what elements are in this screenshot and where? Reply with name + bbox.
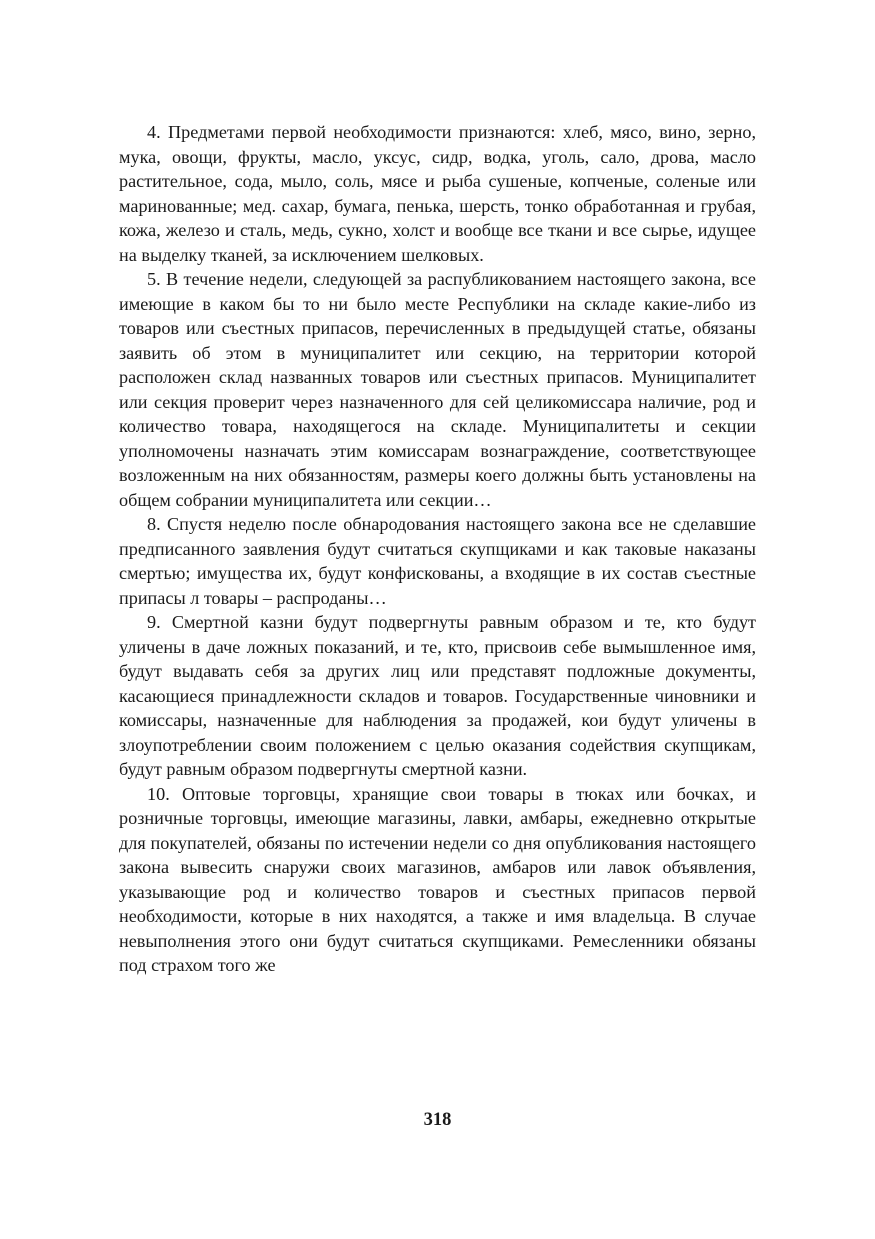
paragraph-article-5: 5. В течение недели, следующей за распубликованием настоящего закона, все имеющие в каком бы то ни было месте Республики на складе какие-либо из товаров или съестных припасов, перечисленных в предыдущей статье, обязаны заявить об этом в муниципалитет или секцию, на территории которой расположен склад названных товаров или съестных припасов. Муниципалитет или секция проверит через назначенного для сей целикомиссара наличие, род и количество товара, находящегося на складе. Муниципалитеты и секции уполномочены назначать этим комиссарам вознаграждение, соответствующее возложенным на них обязанностям, размеры коего должны быть установлены на общем собрании муниципалитета или секции… [119, 269, 756, 510]
paragraph-article-8: 8. Спустя неделю после обнародования настоящего закона все не сделавшие предписанного заявления будут считаться скупщиками и как таковые наказаны смертью; имущества их, будут конфискованы, а входящие в их состав съестные припасы л товары – распроданы… [119, 514, 756, 608]
page-number: 318 [423, 1110, 452, 1130]
paragraph-article-10: 10. Оптовые торговцы, хранящие свои товары в тюках или бочках, и розничные торговцы, имеющие магазины, лавки, амбары, ежедневно открытые для покупателей, обязаны по истечении недели со дня опубликования настоящего закона вывесить снаружи своих магазинов, амбаров или лавок объявления, указывающие род и количество товаров и съестных припасов первой необходимости, которые в них находятся, а также и имя владельца. В случае невыполнения этого они будут считаться скупщиками. Ремесленники обязаны под страхом того же [119, 783, 756, 975]
paragraph-article-9: 9. Смертной казни будут подвергнуты равным образом и те, кто будут уличены в даче ложных показаний, и те, кто, присвоив себе вымышленное имя, будут выдавать себя за других лиц или представят подложные документы, касающиеся принадлежности складов и товаров. Государственные чиновники и комиссары, назначенные для наблюдения за продажей, кои будут уличены в злоупотреблении своим положением с целью оказания содействия скупщикам, будут равным образом подвергнуты смертной казни. [119, 612, 756, 779]
body-text [119, 120, 756, 978]
paragraph-article-4: 4. Предметами первой необходимости признаются: хлеб, мясо, вино, зерно, мука, овощи, фрукты, масло, уксус, сидр, водка, уголь, сало, дрова, масло растительное, сода, мыло, соль, мясе и рыба сушеные, копченые, соленые или маринованные; мед. сахар, бумага, пенька, шерсть, тонко обработанная и грубая, кожа, железо и сталь, медь, сукно, холст и вообще все ткани и все сырье, идущее на выделку тканей, за исключением шелковых. [119, 122, 756, 265]
